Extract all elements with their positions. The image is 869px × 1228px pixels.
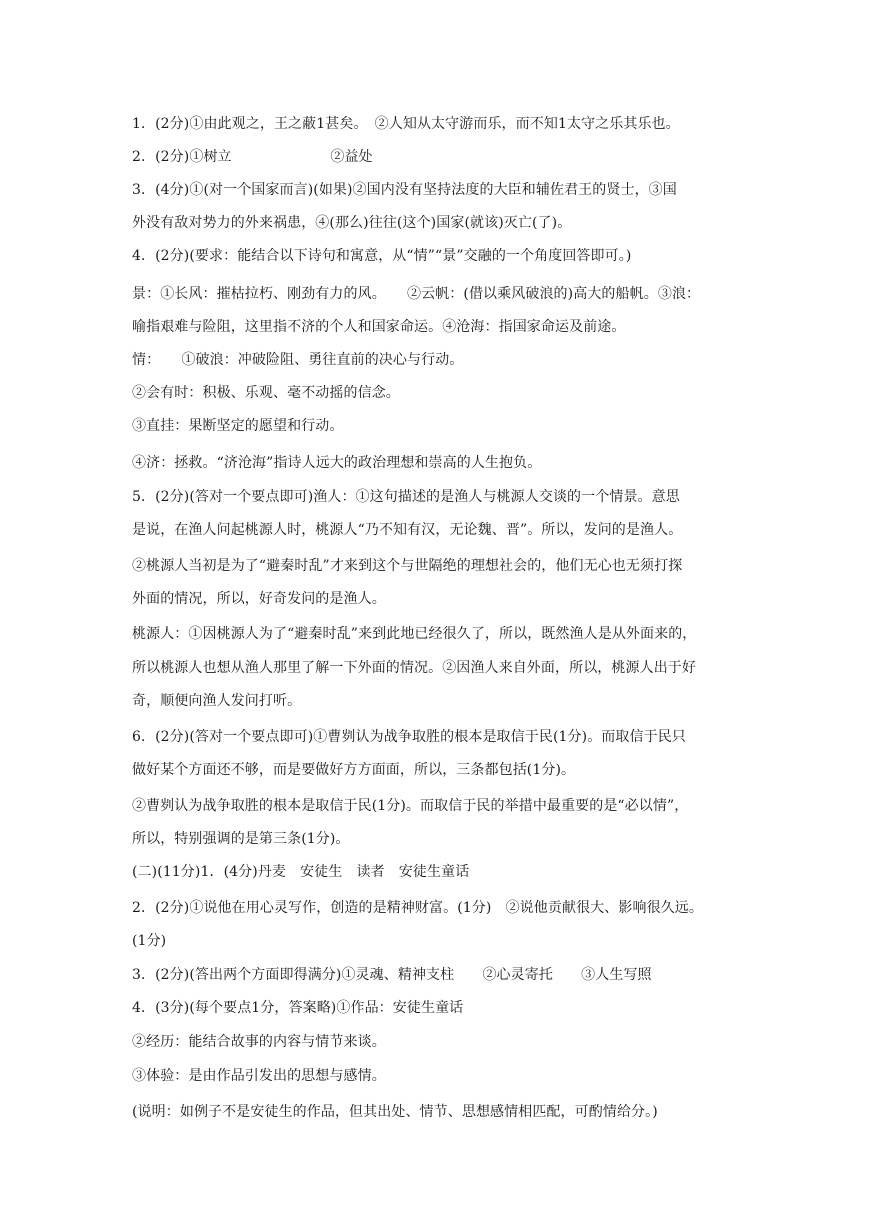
- text-line: 是说，在渔人问起桃源人时，桃源人“乃不知有汉，无论魏、晋”。所以，发问的是渔人。: [132, 522, 683, 538]
- text-line: 所以，特别强调的是第三条(1分)。: [132, 831, 350, 847]
- text-line: ②桃源人当初是为了“避秦时乱”才来到这个与世隔绝的理想社会的，他们无心也无须打探: [132, 558, 683, 574]
- text-line: ④济：拯救。“济沧海”指诗人远大的政治理想和崇高的人生抱负。: [132, 455, 542, 471]
- text-line: 喻指艰难与险阻，这里指不济的个人和国家命运。④沧海：指国家命运及前途。: [132, 319, 626, 335]
- text-line: ②会有时：积极、乐观、毫不动摇的信念。: [132, 385, 400, 401]
- text-line: (说明：如例子不是安徒生的作品，但其出处、情节、思想感情相匹配，可酌情给分。): [132, 1104, 658, 1120]
- text-line: 2．(2分)①树立 ②益处: [132, 149, 373, 165]
- text-line: 外面的情况，所以，好奇发问的是渔人。: [132, 591, 386, 607]
- text-line: ③体验：是由作品引发出的思想与感情。: [132, 1068, 386, 1084]
- text-line: 5．(2分)(答对一个要点即可)渔人：①这句描述的是渔人与桃源人交谈的一个情景。意思: [132, 489, 680, 505]
- text-line: (二)(11分)1．(4分)丹麦 安徒生 读者 安徒生童话: [132, 864, 470, 880]
- text-line: 外没有敌对势力的外来祸患，④(那么)往往(这个)国家(就该)灭亡(了)。: [132, 215, 572, 231]
- text-line: 桃源人：①因桃源人为了“避秦时乱”来到此地已经很久了，所以，既然渔人是从外面来的，: [132, 626, 697, 642]
- text-line: 6．(2分)(答对一个要点即可)①曹刿认为战争取胜的根本是取信于民(1分)。而取信于民只: [132, 729, 686, 745]
- text-line: 4．(3分)(每个要点1分，答案略)①作品：安徒生童话: [132, 1000, 464, 1016]
- text-line: (1分): [132, 933, 167, 949]
- text-line: 景：①长风：摧枯拉朽、刚劲有力的风。 ②云帆：(借以乘风破浪的)高大的船帆。③浪：: [132, 286, 701, 302]
- text-line: 情： ①破浪：冲破险阻、勇往直前的决心与行动。: [132, 352, 464, 368]
- text-line: 3．(2分)(答出两个方面即得满分)①灵魂、精神支柱 ②心灵寄托 ③人生写照: [132, 967, 652, 983]
- text-line: ③直挂：果断坚定的愿望和行动。: [132, 418, 344, 434]
- text-line: 3．(4分)①(对一个国家而言)(如果)②国内没有坚持法度的大臣和辅佐君王的贤士，③国: [132, 182, 677, 198]
- text-line: 2．(2分)①说他在用心灵写作，创造的是精神财富。(1分) ②说他贡献很大、影响很久远。: [132, 900, 703, 916]
- text-line: 1．(2分)①由此观之，王之蔽1甚矣。 ②人知从太守游而乐，而不知1太守之乐其乐也。: [132, 116, 680, 132]
- text-line: 做好某个方面还不够，而是要做好方方面面，所以，三条都包括(1分)。: [132, 762, 576, 778]
- text-line: ②曹刿认为战争取胜的根本是取信于民(1分)。而取信于民的举措中最重要的是“必以情”，: [132, 798, 689, 814]
- text-line: 所以桃源人也想从渔人那里了解一下外面的情况。②因渔人来自外面，所以，桃源人出于好: [132, 660, 696, 676]
- text-line: ②经历：能结合故事的内容与情节来谈。: [132, 1034, 386, 1050]
- text-line: 4．(2分)(要求：能结合以下诗句和寓意，从“情”“景”交融的一个角度回答即可。): [132, 248, 632, 264]
- text-line: 奇，顺便向渔人发问打听。: [132, 693, 302, 709]
